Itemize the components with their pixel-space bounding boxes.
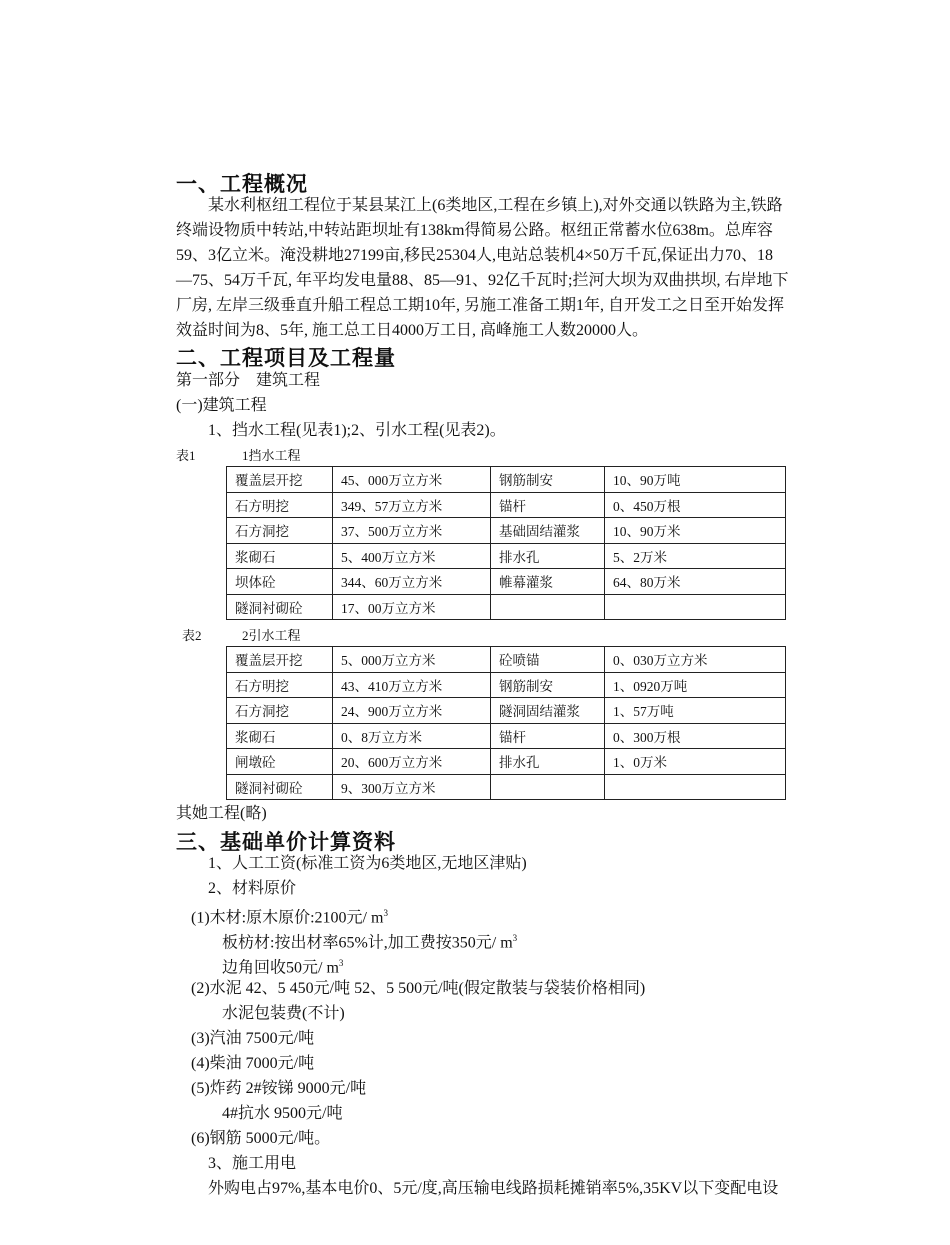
table-cell: 344、60万立方米: [333, 569, 491, 595]
table-cell: 1、0万米: [605, 749, 786, 775]
table-row: [227, 543, 786, 569]
cement-packaging-line: 水泥包装费(不计): [222, 1005, 345, 1022]
part-heading: 第一部分 建筑工程: [176, 372, 321, 389]
project-overview-paragraph: [176, 193, 836, 343]
table-cell: 0、300万根: [605, 723, 786, 749]
table-cell: 覆盖层开挖: [227, 647, 333, 673]
superscript: 3: [338, 958, 344, 968]
table-1: [226, 466, 786, 620]
sub-heading: (一)建筑工程: [176, 397, 267, 414]
table-cell: 10、90万吨: [605, 467, 786, 493]
table-row: [227, 774, 786, 800]
table-cell: 349、57万立方米: [333, 492, 491, 518]
table-cell: 43、410万立方米: [333, 672, 491, 698]
construction-power-heading: 3、施工用电: [208, 1155, 297, 1172]
table-cell: 砼喷锚: [491, 647, 605, 673]
table-row: [227, 647, 786, 673]
paragraph-line: 某水利枢纽工程位于某县某江上(6类地区,工程在乡镇上),对外交通以铁路为主,铁路: [176, 197, 783, 214]
table-cell: 1、0920万吨: [605, 672, 786, 698]
table-cell: [605, 594, 786, 620]
table-cell: 钢筋制安: [491, 672, 605, 698]
table-2: [226, 646, 786, 800]
table-cell: 锚杆: [491, 723, 605, 749]
table-row: [227, 594, 786, 620]
table-1-caption: 1挡水工程: [242, 448, 301, 463]
material-price-heading: 2、材料原价: [208, 880, 297, 897]
table-cell: 排水孔: [491, 749, 605, 775]
paragraph-line: 厂房, 左岸三级垂直升船工程总工期10年, 另施工准备工期1年, 自开发工之日至开始发挥: [176, 297, 785, 314]
section-1-title: 一、工程概况: [176, 172, 308, 196]
table-cell: 隧洞固结灌浆: [491, 698, 605, 724]
table-cell: 17、00万立方米: [333, 594, 491, 620]
table-row: [227, 698, 786, 724]
table-1-label: 表1: [176, 448, 196, 463]
table-cell: 64、80万米: [605, 569, 786, 595]
table-cell: 锚杆: [491, 492, 605, 518]
table-cell: 0、8万立方米: [333, 723, 491, 749]
other-works-line: 其她工程(略): [176, 805, 267, 822]
table-cell: 24、900万立方米: [333, 698, 491, 724]
table-cell: 石方明挖: [227, 672, 333, 698]
section-2-title: 二、工程项目及工程量: [176, 346, 396, 370]
table-row: [227, 723, 786, 749]
table-cell: 基础固结灌浆: [491, 518, 605, 544]
table-cell: 石方明挖: [227, 492, 333, 518]
paragraph-line: 终端设物质中转站,中转站距坝址有138km得简易公路。枢纽正常蓄水位638m。总库容: [176, 222, 773, 239]
table-cell: 1、57万吨: [605, 698, 786, 724]
paragraph-line: —75、54万千瓦, 年平均发电量88、85—91、92亿千瓦时;拦河大坝为双曲拱坝, 右岸地下: [176, 272, 789, 289]
table-cell: 0、450万根: [605, 492, 786, 518]
superscript: 3: [512, 933, 518, 943]
table-cell: 5、000万立方米: [333, 647, 491, 673]
section-3-title: 三、基础单价计算资料: [176, 830, 396, 854]
table-cell: 隧洞衬砌砼: [227, 774, 333, 800]
table-cell: 石方洞挖: [227, 518, 333, 544]
explosive-waterproof-line: 4#抗水 9500元/吨: [222, 1105, 343, 1122]
table-cell: 坝体砼: [227, 569, 333, 595]
table-cell: 钢筋制安: [491, 467, 605, 493]
table-2-caption: 2引水工程: [242, 628, 301, 643]
table-cell: 石方洞挖: [227, 698, 333, 724]
table-row: [227, 492, 786, 518]
paragraph-line: 效益时间为8、5年, 施工总工日4000万工日, 高峰施工人数20000人。: [176, 322, 649, 339]
table-cell: 0、030万立方米: [605, 647, 786, 673]
table-cell: 37、500万立方米: [333, 518, 491, 544]
items-line: 1、挡水工程(见表1);2、引水工程(见表2)。: [208, 422, 506, 439]
table-cell: 隧洞衬砌砼: [227, 594, 333, 620]
rebar-price-line: (6)钢筋 5000元/吨。: [191, 1130, 331, 1147]
table-cell: 5、400万立方米: [333, 543, 491, 569]
paragraph-line: 59、3亿立米。淹没耕地27199亩,移民25304人,电站总装机4×50万千瓦,保证出力70、18: [176, 247, 774, 264]
cement-price-line: (2)水泥 42、5 450元/吨 52、5 500元/吨(假定散装与袋装价格相同): [191, 980, 646, 997]
table-cell: 5、2万米: [605, 543, 786, 569]
plank-price-text: 板枋材:按出材率65%计,加工费按350元/ m: [222, 934, 513, 952]
table-cell: 45、000万立方米: [333, 467, 491, 493]
diesel-price-line: (4)柴油 7000元/吨: [191, 1055, 315, 1072]
table-cell: 浆砌石: [227, 543, 333, 569]
table-row: [227, 672, 786, 698]
table-cell: 闸墩砼: [227, 749, 333, 775]
table-cell: 9、300万立方米: [333, 774, 491, 800]
table-cell: 10、90万米: [605, 518, 786, 544]
table-cell: [491, 594, 605, 620]
table-row: [227, 749, 786, 775]
superscript: 3: [383, 908, 388, 918]
gasoline-price-line: (3)汽油 7500元/吨: [191, 1030, 315, 1047]
wood-price-text: (1)木材:原木原价:2100元/ m: [191, 909, 384, 927]
power-price-line: 外购电占97%,基本电价0、5元/度,高压输电线路损耗摊销率5%,35KV以下变配电设: [208, 1180, 779, 1197]
table-cell: [605, 774, 786, 800]
table-row: [227, 518, 786, 544]
table-row: [227, 569, 786, 595]
labor-wage-line: 1、人工工资(标准工资为6类地区,无地区津贴): [208, 855, 527, 872]
table-cell: [491, 774, 605, 800]
table-cell: 浆砌石: [227, 723, 333, 749]
scrap-recovery-text: 边角回收50元/ m: [222, 959, 339, 977]
explosive-price-line: (5)炸药 2#铵锑 9000元/吨: [191, 1080, 367, 1097]
table-cell: 20、600万立方米: [333, 749, 491, 775]
table-cell: 帷幕灌浆: [491, 569, 605, 595]
table-cell: 排水孔: [491, 543, 605, 569]
table-2-label: 表2: [182, 628, 202, 643]
table-row: [227, 467, 786, 493]
table-cell: 覆盖层开挖: [227, 467, 333, 493]
